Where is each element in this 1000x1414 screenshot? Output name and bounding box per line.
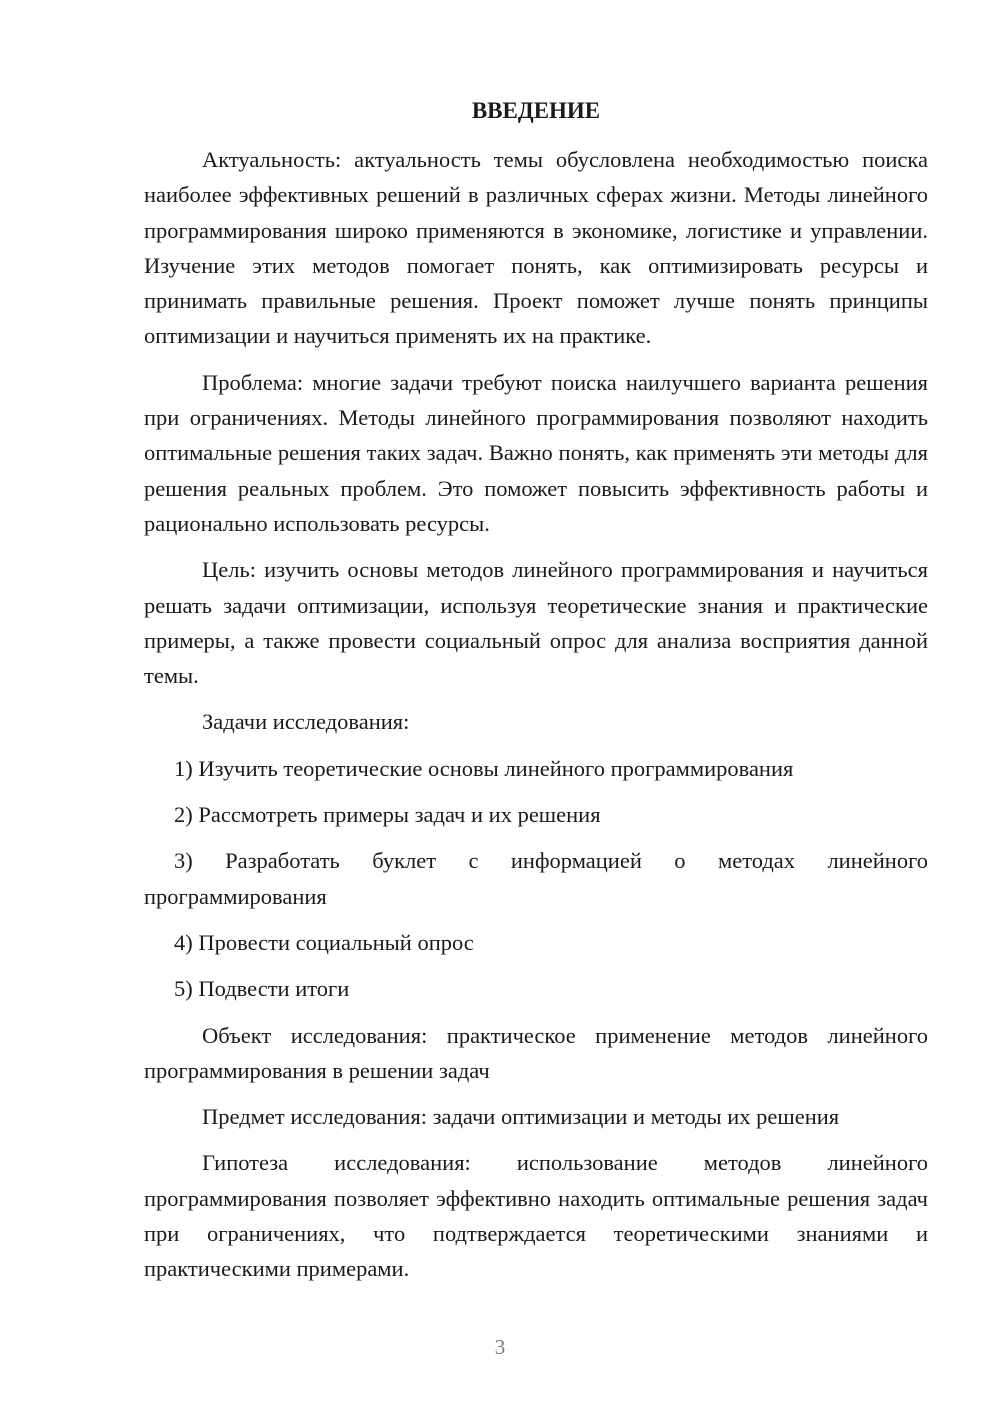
document-body: [144, 142, 928, 1298]
subject-paragraph: Предмет исследования: задачи оптимизации и методы их решения: [202, 1104, 840, 1130]
goal-paragraph: Цель: изучить основы методов линейного программирования и научиться решать задачи оптимизации, используя теоретические знания и практические примеры, а также провести социальный опрос для анализа восприятия данной темы.: [144, 557, 928, 689]
task-item: 3) Разработать буклет с информацией о методах линейного программирования: [144, 848, 928, 909]
task-item: 1) Изучить теоретические основы линейного программирования: [174, 755, 794, 781]
problem-paragraph: Проблема: многие задачи требуют поиска наилучшего варианта решения при ограничениях. Методы линейного программирования позволяют находить оптимальные решения таких задач. Важно понять, как применять эти методы для решения реальных проблем. Это поможет повысить эффективность работы и рационально использовать ресурсы.: [144, 369, 928, 536]
object-paragraph: Объект исследования: практическое применение методов линейного программирования в решении задач: [144, 1022, 928, 1083]
page-title: ВВЕДЕНИЕ: [471, 98, 601, 123]
page-number: 3: [494, 1335, 506, 1359]
relevance-paragraph: Актуальность: актуальность темы обусловлена необходимостью поиска наиболее эффективных решений в различных сферах жизни. Методы линейного программирования широко применяются в экономике, логистике и управлении. Изучение этих методов помогает понять, как оптимизировать ресурсы и принимать правильные решения. Проект поможет лучше понять принципы оптимизации и научиться применять их на практике.: [144, 147, 928, 349]
task-item: 2) Рассмотреть примеры задач и их решения: [174, 802, 601, 828]
hypothesis-paragraph: Гипотеза исследования: использование методов линейного программирования позволяет эффективно находить оптимальные решения задач при ограничениях, что подтверждается теоретическими знаниями и практическими примерами.: [144, 1150, 928, 1282]
task-item: 4) Провести социальный опрос: [174, 929, 474, 955]
tasks-heading: Задачи исследования:: [202, 709, 410, 735]
task-item: 5) Подвести итоги: [174, 976, 350, 1002]
